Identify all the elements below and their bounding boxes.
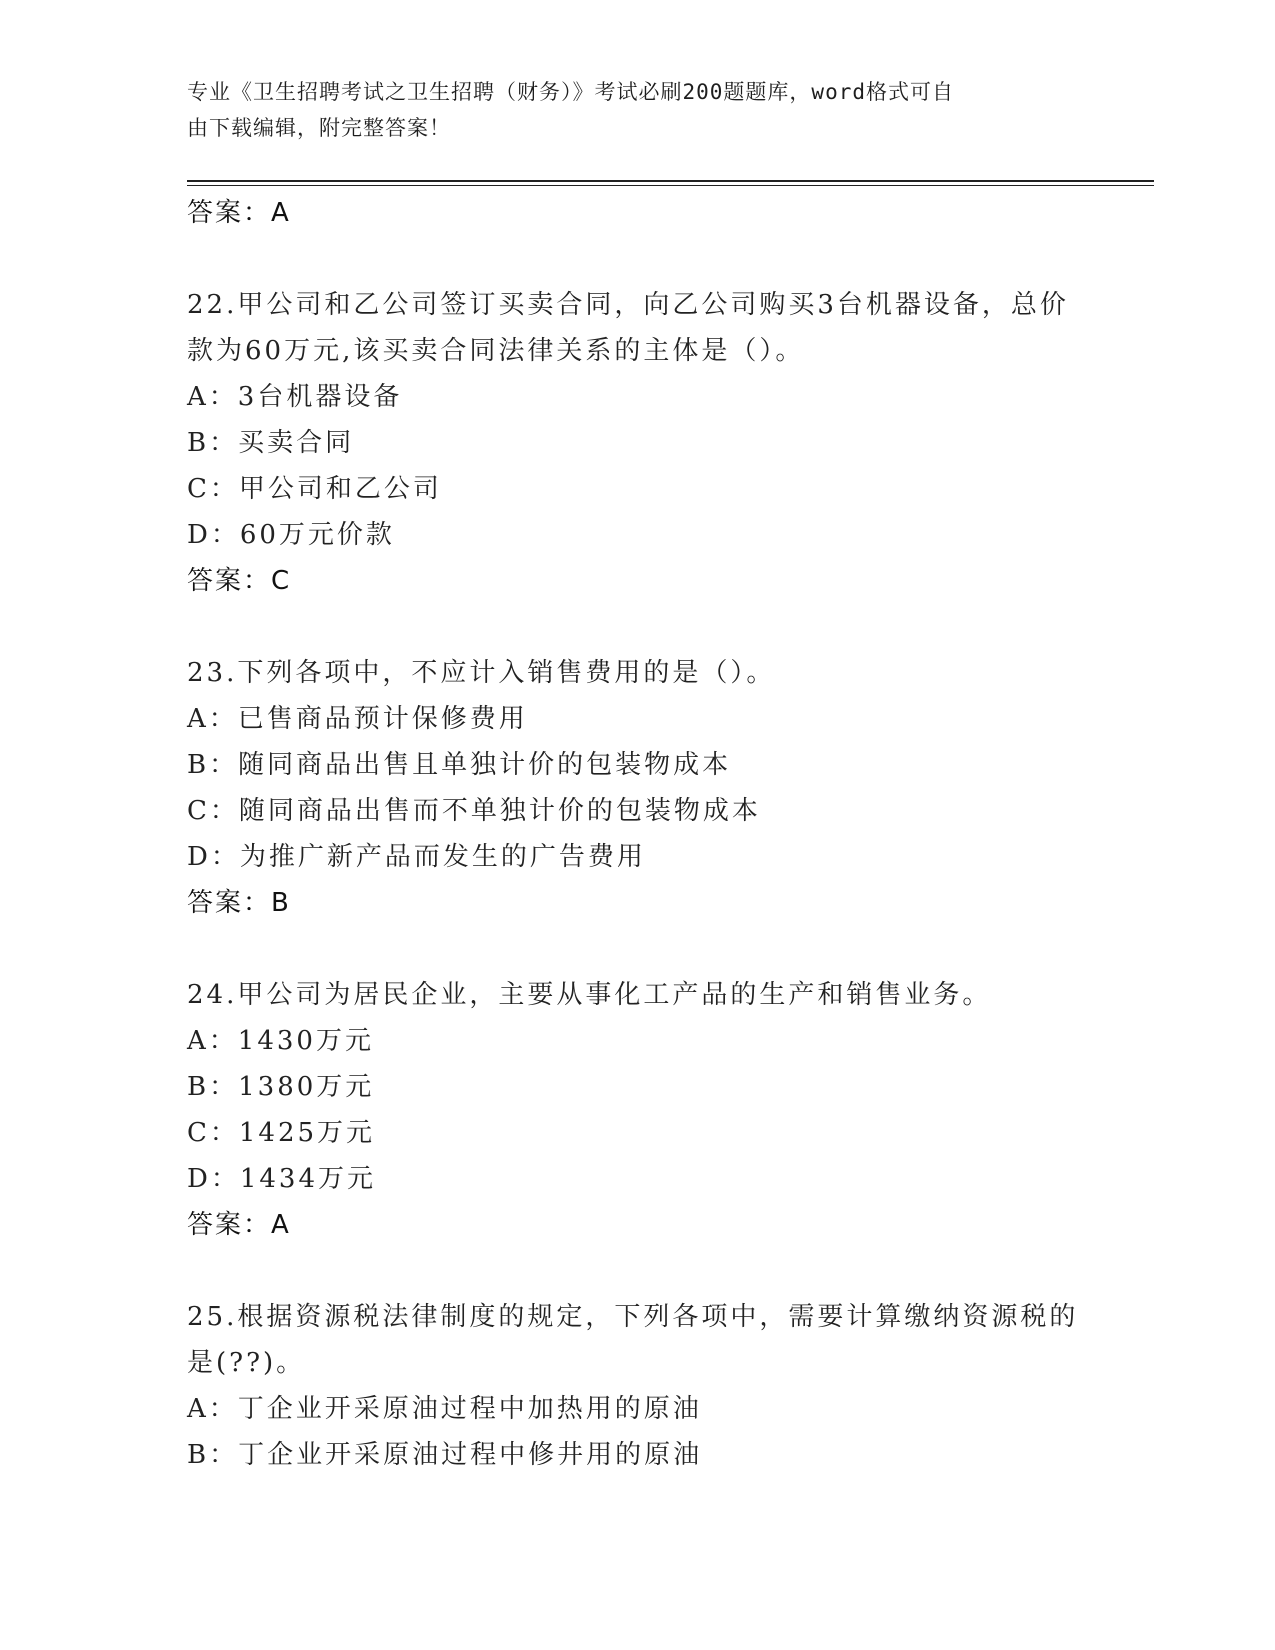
answer-line: 答案：A: [187, 198, 291, 228]
option-d: D：为推广新产品而发生的广告费用: [187, 842, 646, 872]
question-stem: 24.甲公司为居民企业，主要从事化工产品的生产和销售业务。: [187, 980, 992, 1010]
option-d: D：1434万元: [187, 1164, 377, 1194]
option-c: C：随同商品出售而不单独计价的包装物成本: [187, 796, 761, 826]
header-divider: [187, 180, 1154, 182]
question-stem-continued: 款为60万元,该买卖合同法律关系的主体是（）。: [187, 336, 805, 366]
document-header: [187, 74, 1077, 146]
header-line-2: 由下载编辑，附完整答案！: [187, 116, 451, 140]
option-a: A：3台机器设备: [187, 382, 403, 412]
answer-line: 答案：A: [187, 1210, 291, 1240]
option-c: C：甲公司和乙公司: [187, 474, 442, 504]
question-block: [187, 972, 1087, 1248]
option-a: A：丁企业开采原油过程中加热用的原油: [187, 1394, 702, 1424]
option-a: A：1430万元: [187, 1026, 374, 1056]
question-block: [187, 1294, 1087, 1478]
option-b: B：丁企业开采原油过程中修井用的原油: [187, 1440, 703, 1470]
question-stem-continued: 是(??)。: [187, 1348, 306, 1378]
option-b: B：随同商品出售且单独计价的包装物成本: [187, 750, 732, 780]
question-list: [187, 190, 1087, 1478]
question-stem: 22.甲公司和乙公司签订买卖合同，向乙公司购买3台机器设备，总价: [187, 290, 1069, 320]
option-c: C：1425万元: [187, 1118, 376, 1148]
header-divider-thin: [187, 185, 1154, 186]
header-line-1: 专业《卫生招聘考试之卫生招聘（财务）》考试必刷200题题库，word格式可自: [187, 80, 954, 104]
question-stem: 25.根据资源税法律制度的规定，下列各项中，需要计算缴纳资源税的: [187, 1302, 1079, 1332]
question-block: [187, 282, 1087, 604]
option-b: B：1380万元: [187, 1072, 375, 1102]
option-a: A：已售商品预计保修费用: [187, 704, 528, 734]
question-block: [187, 650, 1087, 926]
question-stem: 23.下列各项中，不应计入销售费用的是（）。: [187, 658, 776, 688]
answer-line: 答案：B: [187, 888, 291, 918]
option-b: B：买卖合同: [187, 428, 355, 458]
option-d: D：60万元价款: [187, 520, 395, 550]
answer-line: 答案：C: [187, 566, 292, 596]
